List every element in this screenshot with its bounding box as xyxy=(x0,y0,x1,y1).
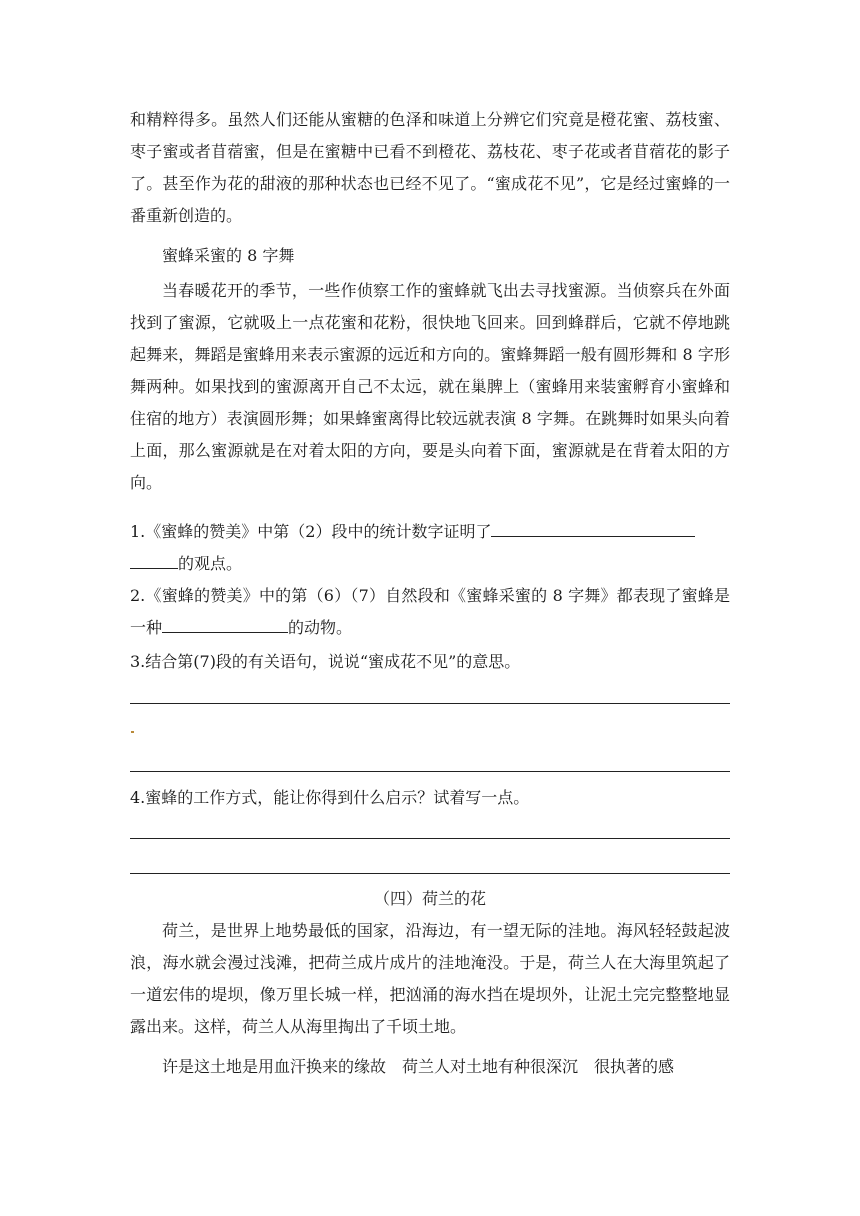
answer-blank-1b[interactable] xyxy=(130,550,178,569)
paragraph-netherlands-2: 许是这土地是用血汗换来的缘故 荷兰人对土地有种很深沉 很执著的感 xyxy=(162,1057,675,1076)
question-1 xyxy=(130,516,730,580)
question-2-suffix: 的动物。 xyxy=(288,618,353,637)
answer-line-4a[interactable] xyxy=(130,838,730,839)
answer-blank-2[interactable] xyxy=(162,614,288,633)
answer-line-3b[interactable] xyxy=(130,771,730,772)
paragraph-honey-intro: 和精粹得多。虽然人们还能从蜜糖的色泽和味道上分辨它们究竟是橙花蜜、荔枝蜜、枣子蜜或者苜蓿蜜，但是在蜜糖中已看不到橙花、荔枝花、枣子花或者苜蓿花的影子了。甚至作为花的甜液的那种状态也已经不见了。“蜜成花不见”，它是经过蜜蜂的一番重新创造的。 xyxy=(130,110,730,225)
question-4: 4.蜜蜂的工作方式，能让你得到什么启示？试着写一点。 xyxy=(130,788,530,807)
question-1-suffix: 的观点。 xyxy=(178,554,243,573)
answer-line-3a[interactable] xyxy=(130,703,730,704)
question-1-text: 1.《蜜蜂的赞美》中第（2）段中的统计数字证明了 xyxy=(130,522,492,541)
answer-blank-1a[interactable] xyxy=(491,518,695,537)
paragraph-netherlands-1: 荷兰，是世界上地势最低的国家，沿海边，有一望无际的洼地。海风轻轻鼓起波浪，海水就会漫过浅滩，把荷兰成片成片的洼地淹没。于是，荷兰人在大海里筑起了一道宏伟的堤坝，像万里长城一样，把汹涌的海水挡在堤坝外，让泥土完完整整地显露出来。这样，荷兰人从海里掏出了千顷土地。 xyxy=(130,921,730,1036)
section-4-title: （四）荷兰的花 xyxy=(373,889,486,908)
subtitle-bee-dance: 蜜蜂采蜜的 8 字舞 xyxy=(162,246,295,265)
paragraph-bee-dance: 当春暖花开的季节，一些作侦察工作的蜜蜂就飞出去寻找蜜源。当侦察兵在外面找到了蜜源，它就吸上一点花蜜和花粉，很快地飞回来。回到蜂群后，它就不停地跳起舞来，舞蹈是蜜蜂用来表示蜜源的远近和方向的。蜜蜂舞蹈一般有圆形舞和 8 字形舞两种。如果找到的蜜源离开自己不太远，就在巢脾上（蜜蜂用来装蜜孵育小蜜蜂和住宿的地方）表演圆形舞；如果蜂蜜离得比较远就表演 8 字舞。在跳舞时如果头向着上面，那么蜜源就是在对着太阳的方向，要是头向着下面，蜜源就是在背着太阳的方向。 xyxy=(130,281,730,492)
stray-mark xyxy=(131,731,134,733)
question-3: 3.结合第(7)段的有关语句，说说“蜜成花不见”的意思。 xyxy=(130,652,521,671)
answer-line-4b[interactable] xyxy=(130,873,730,874)
question-2 xyxy=(130,580,730,644)
question-2-text: 2.《蜜蜂的赞美》中的第（6）（7）自然段和《蜜蜂采蜜的 8 字舞》都表现了蜜蜂是一种 xyxy=(130,586,730,637)
